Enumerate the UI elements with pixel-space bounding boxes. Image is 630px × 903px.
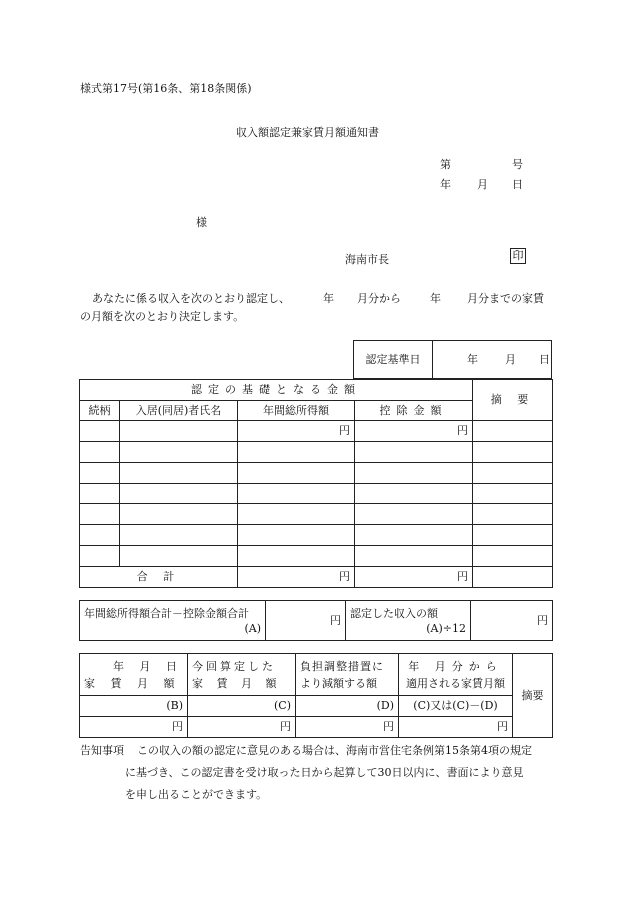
cell	[80, 442, 120, 463]
unit-yen: 円	[266, 601, 346, 641]
rent-table	[79, 653, 553, 738]
cell	[355, 484, 473, 504]
cell	[473, 484, 553, 504]
cell	[473, 525, 553, 546]
body-line1-a: あなたに係る収入を次のとおり認定し、	[92, 292, 290, 305]
rent-remarks: 摘要	[513, 654, 553, 738]
basis-date-year: 年	[467, 353, 478, 366]
ref-b: (B)	[80, 696, 188, 717]
cell	[473, 504, 553, 525]
rent-col3-bottom: より減額する額	[300, 676, 377, 690]
cell	[355, 504, 473, 525]
ref-formula: (C)又は(C)－(D)	[399, 696, 513, 717]
cell	[355, 546, 473, 567]
cell	[80, 504, 120, 525]
table-row	[80, 546, 553, 567]
col-resident-name: 入居(同居)者氏名	[120, 401, 238, 421]
table-row	[80, 525, 553, 546]
formula-label: 年間総所得額合計－控除金額合計	[84, 606, 249, 620]
cell	[120, 463, 238, 484]
basis-date-day: 日	[539, 353, 550, 366]
cell	[238, 504, 355, 525]
remarks-header: 摘 要	[473, 380, 553, 421]
notice-line3: を申し出ることができます。	[125, 788, 268, 801]
cell	[120, 504, 238, 525]
rent-col1-header	[80, 654, 188, 696]
unit-yen: 円	[296, 717, 399, 738]
seal-mark-wrap	[510, 248, 526, 264]
cell	[120, 442, 238, 463]
unit-yen: 円	[399, 717, 513, 738]
cell	[238, 442, 355, 463]
recipient-honorific: 様	[196, 216, 207, 229]
ref-c: (C)	[188, 696, 296, 717]
table-row	[80, 421, 553, 442]
cell	[238, 525, 355, 546]
date-year: 年	[440, 178, 451, 191]
certified-ref: (A)÷12	[426, 621, 466, 635]
body-line2: の月額を次のとおり決定します。	[80, 310, 245, 323]
body-line1-year1: 年	[323, 292, 334, 305]
notice-line2: に基づき、この認定書を受け取った日から起算して30日以内に、書面により意見	[125, 766, 524, 779]
cell	[238, 463, 355, 484]
document-title: 収入額認定兼家賃月額通知書	[236, 126, 379, 139]
basis-date-month: 月	[505, 353, 516, 366]
rent-col1-date: 年 月 日	[113, 659, 183, 673]
unit-yen: 円	[355, 567, 473, 588]
income-table	[79, 379, 553, 588]
cell	[80, 484, 120, 504]
col-annual-income: 年間総所得額	[238, 401, 355, 421]
unit-yen: 円	[238, 421, 355, 442]
col-deduction: 控除金額	[355, 401, 473, 421]
basis-date-value	[433, 341, 552, 379]
form-number: 様式第17号(第16条、第18条関係)	[80, 82, 252, 95]
number-prefix: 第	[440, 158, 451, 171]
cell	[120, 484, 238, 504]
rent-col3-header	[296, 654, 399, 696]
formula-cell	[80, 601, 266, 641]
date-month: 月	[477, 178, 488, 191]
basis-date-label: 認定基準日	[354, 341, 433, 379]
notice-line1: この収入の額の認定に意見のある場合は、海南市営住宅条例第15条第4項の規定	[137, 744, 532, 757]
cell	[238, 484, 355, 504]
total-row	[80, 567, 553, 588]
cell	[473, 463, 553, 484]
body-line1-to: 月分までの家賃	[467, 292, 544, 305]
rent-col4-header	[399, 654, 513, 696]
certified-label: 認定した収入の額	[350, 606, 438, 620]
certified-cell	[346, 601, 471, 641]
table-row	[80, 442, 553, 463]
rent-col4-bottom: 適用される家賃月額	[406, 676, 505, 690]
cell	[473, 442, 553, 463]
unit-yen: 円	[238, 567, 355, 588]
cell	[238, 546, 355, 567]
body-line1-year2: 年	[430, 292, 441, 305]
unit-yen: 円	[188, 717, 296, 738]
summary-table	[79, 600, 553, 641]
rent-col2-header	[188, 654, 296, 696]
body-line1-from: 月分から	[357, 292, 401, 305]
cell	[80, 463, 120, 484]
cell	[80, 546, 120, 567]
seal-mark: 印	[510, 248, 526, 264]
formula-ref: (A)	[244, 621, 261, 635]
cell	[355, 463, 473, 484]
col-relation: 続柄	[80, 401, 120, 421]
cell	[80, 525, 120, 546]
issuer-name: 海南市長	[345, 253, 389, 266]
total-label: 合 計	[80, 567, 238, 588]
cell	[473, 421, 553, 442]
cell	[355, 525, 473, 546]
table-row	[80, 504, 553, 525]
notice-label: 告知事項	[80, 744, 124, 757]
rent-col2-bottom: 家 賃 月 額	[192, 676, 282, 690]
table-row	[80, 484, 553, 504]
table-row	[80, 463, 553, 484]
cell	[473, 567, 553, 588]
cell	[120, 525, 238, 546]
cell	[80, 421, 120, 442]
income-group-header: 認定の基礎となる金額	[80, 380, 473, 401]
date-day: 日	[512, 178, 523, 191]
unit-yen: 円	[80, 717, 188, 738]
rent-col4-top: 年 月分から	[408, 659, 503, 673]
rent-col2-top: 今回算定した	[192, 659, 276, 673]
cell	[355, 442, 473, 463]
cell	[120, 421, 238, 442]
unit-yen: 円	[355, 421, 473, 442]
rent-col3-top: 負担調整措置に	[300, 659, 384, 673]
basis-date-box	[353, 340, 552, 379]
number-suffix: 号	[512, 158, 523, 171]
unit-yen: 円	[471, 601, 553, 641]
rent-col1-label: 家 賃 月 額	[84, 676, 181, 690]
cell	[473, 546, 553, 567]
ref-d: (D)	[296, 696, 399, 717]
cell	[120, 546, 238, 567]
